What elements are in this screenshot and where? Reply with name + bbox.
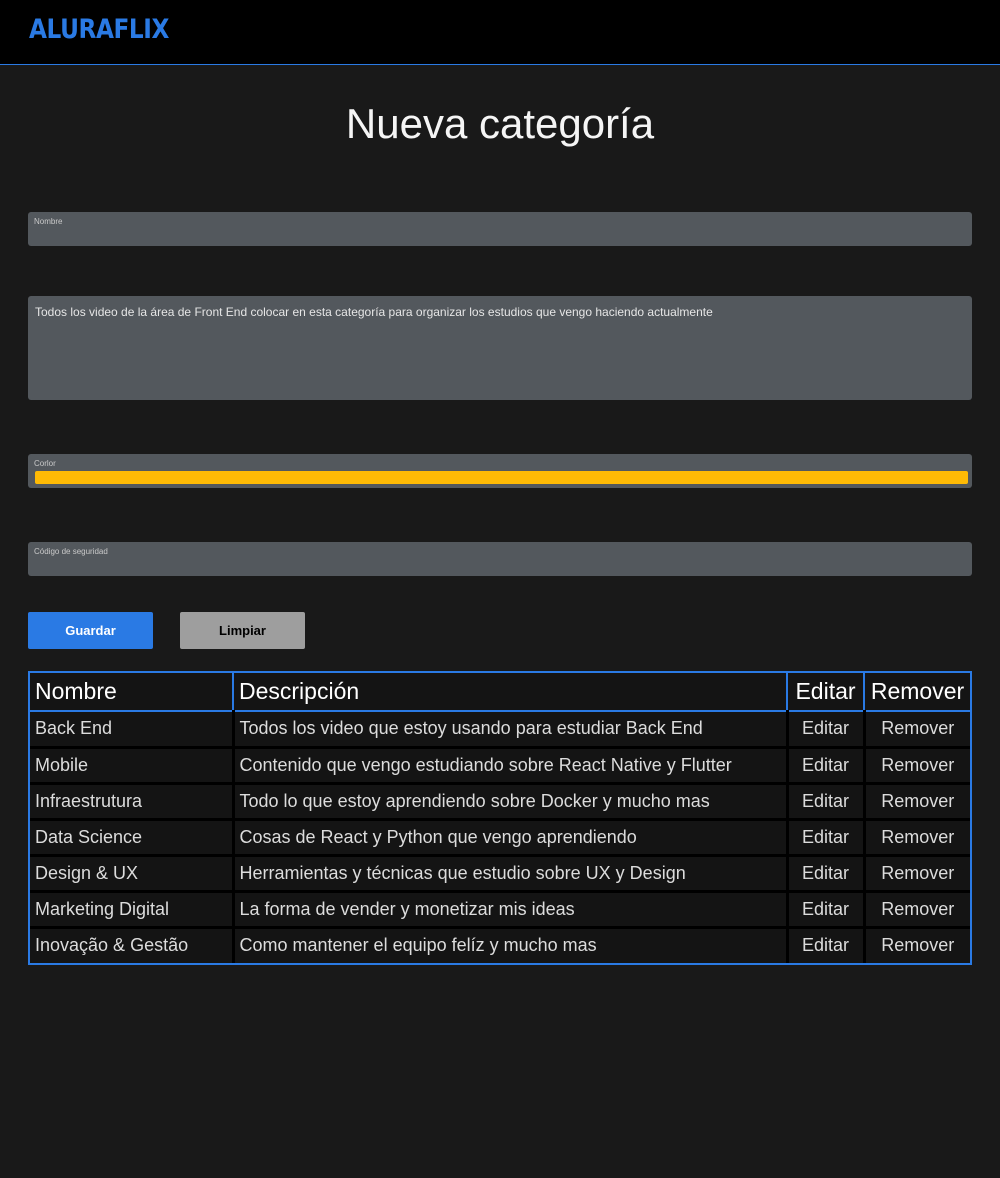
table-row (30, 783, 970, 819)
cell-nombre: Data Science (30, 819, 233, 855)
remover-button[interactable]: Remover (864, 711, 970, 747)
editar-button[interactable]: Editar (787, 711, 864, 747)
table-row (30, 747, 970, 783)
editar-button[interactable]: Editar (787, 819, 864, 855)
table-header-row (30, 673, 970, 711)
cell-nombre: Marketing Digital (30, 891, 233, 927)
remover-button[interactable]: Remover (864, 891, 970, 927)
editar-button[interactable]: Editar (787, 855, 864, 891)
codigo-seguridad-field[interactable] (28, 542, 972, 576)
color-field-label: Corlor (34, 459, 56, 468)
remover-button[interactable]: Remover (864, 927, 970, 963)
remover-button[interactable]: Remover (864, 747, 970, 783)
remover-button[interactable]: Remover (864, 783, 970, 819)
header-descripcion: Descripción (233, 673, 787, 711)
table-row (30, 891, 970, 927)
editar-button[interactable]: Editar (787, 891, 864, 927)
guardar-button[interactable]: Guardar (28, 612, 153, 649)
cell-descripcion: Contenido que vengo estudiando sobre React Native y Flutter (233, 747, 787, 783)
limpiar-button[interactable]: Limpiar (180, 612, 305, 649)
editar-button[interactable]: Editar (787, 783, 864, 819)
app-header (0, 0, 1000, 65)
remover-button[interactable]: Remover (864, 855, 970, 891)
codigo-field-label: Código de seguridad (34, 547, 108, 556)
cell-nombre: Mobile (30, 747, 233, 783)
header-editar: Editar (787, 673, 864, 711)
cell-descripcion: La forma de vender y monetizar mis ideas (233, 891, 787, 927)
nombre-field[interactable] (28, 212, 972, 246)
cell-descripcion: Herramientas y técnicas que estudio sobre UX y Design (233, 855, 787, 891)
cell-descripcion: Como mantener el equipo felíz y mucho mas (233, 927, 787, 963)
color-picker-swatch[interactable] (35, 471, 968, 484)
table-row (30, 855, 970, 891)
cell-nombre: Design & UX (30, 855, 233, 891)
cell-nombre: Inovação & Gestão (30, 927, 233, 963)
table-row (30, 819, 970, 855)
editar-button[interactable]: Editar (787, 747, 864, 783)
header-nombre: Nombre (30, 673, 233, 711)
color-field[interactable] (28, 454, 972, 488)
categories-table (28, 671, 972, 965)
nombre-field-label: Nombre (34, 217, 63, 226)
cell-descripcion: Todos los video que estoy usando para estudiar Back End (233, 711, 787, 747)
cell-descripcion: Cosas de React y Python que vengo aprendiendo (233, 819, 787, 855)
table-row (30, 927, 970, 963)
page-title: Nueva categoría (345, 100, 655, 147)
descripcion-textarea[interactable] (28, 296, 972, 400)
table-row (30, 711, 970, 747)
aluraflix-logo[interactable]: ALURAFLIX (29, 14, 169, 45)
descripcion-value: Todos los video de la área de Front End colocar en esta categoría para organizar los estudios que vengo haciendo actualmente (35, 305, 713, 319)
cell-nombre: Back End (30, 711, 233, 747)
editar-button[interactable]: Editar (787, 927, 864, 963)
cell-descripcion: Todo lo que estoy aprendiendo sobre Docker y mucho mas (233, 783, 787, 819)
header-remover: Remover (864, 673, 970, 711)
remover-button[interactable]: Remover (864, 819, 970, 855)
cell-nombre: Infraestrutura (30, 783, 233, 819)
